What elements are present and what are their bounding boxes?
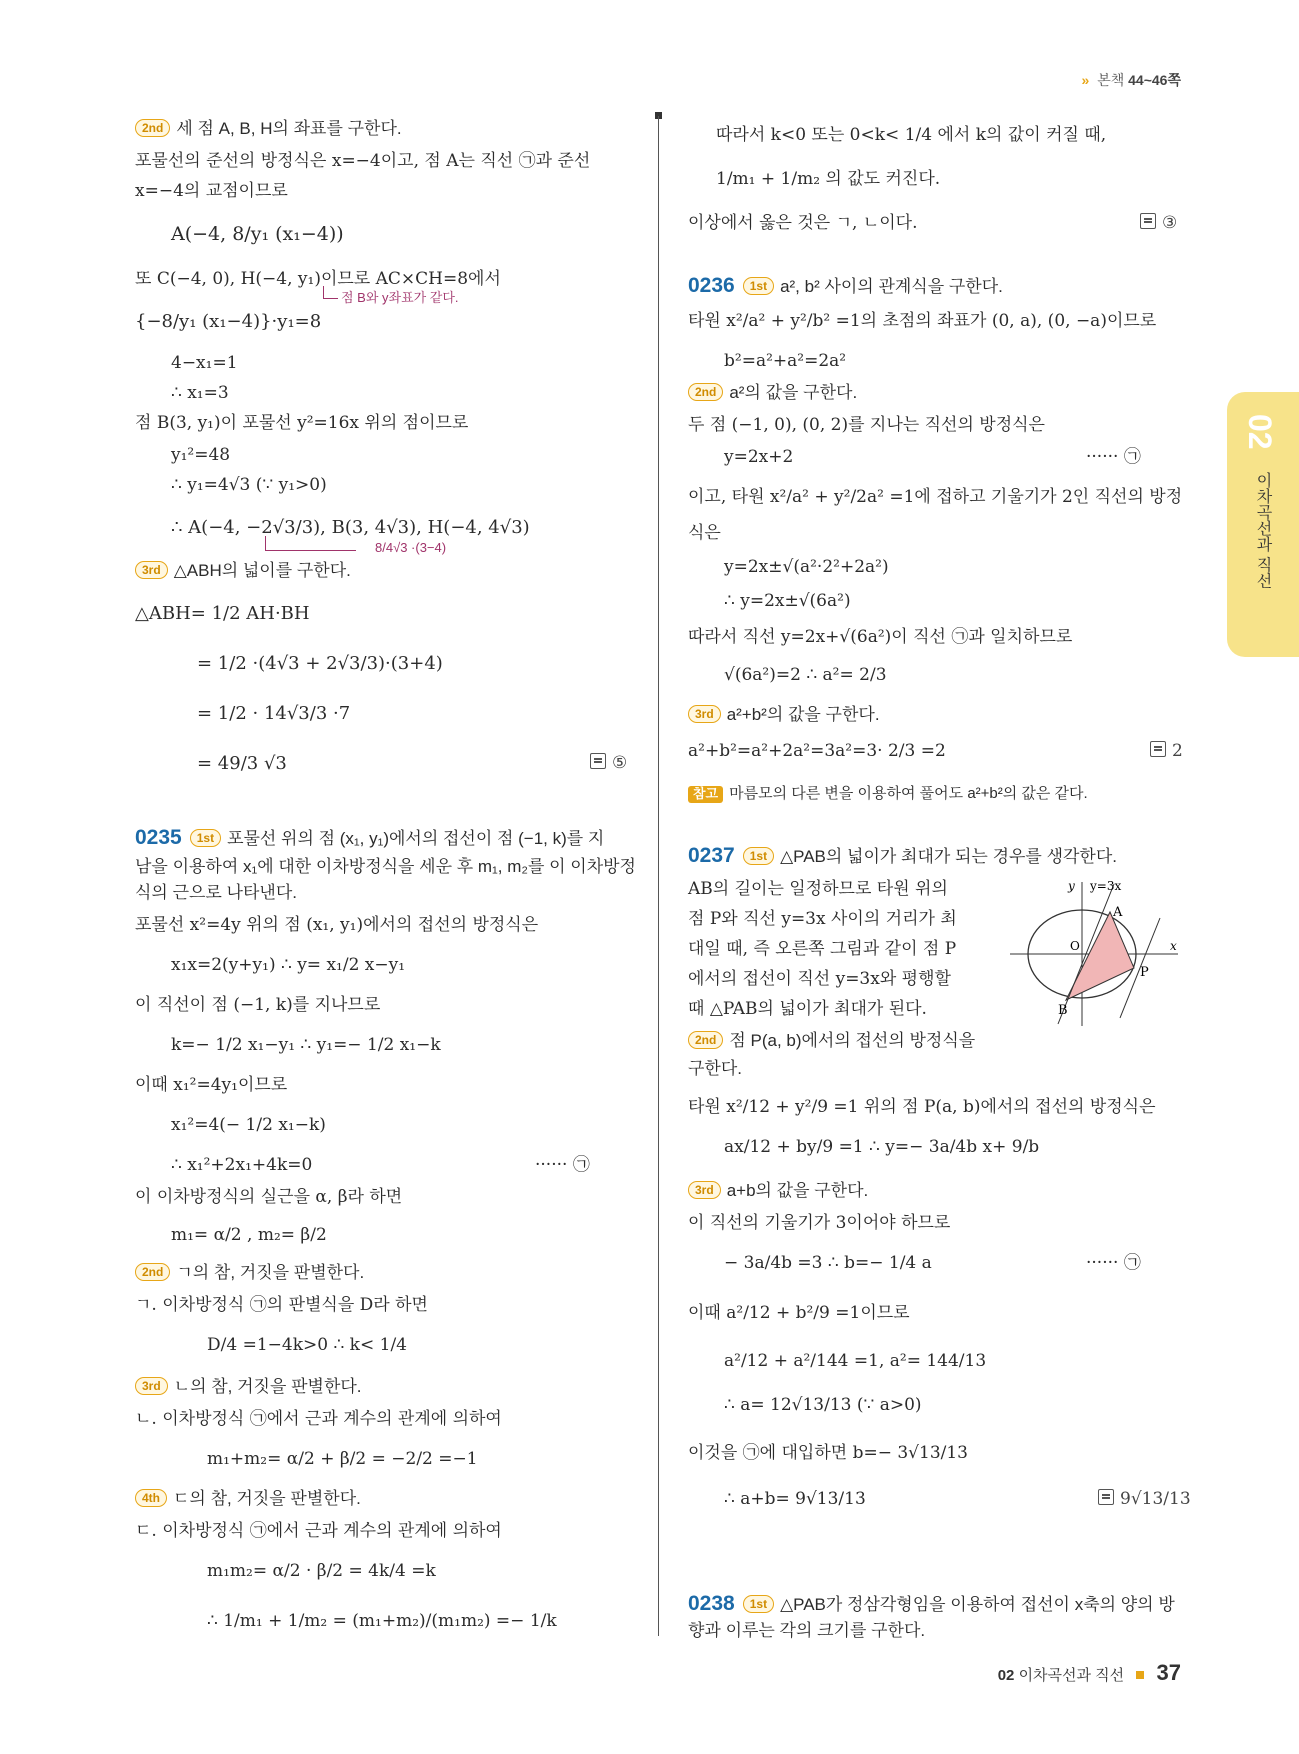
text-line: 남을 이용하여 x₁에 대한 이차방정식을 세운 후 m₁, m₂를 이 이차방정 (135, 857, 636, 876)
equation-tag: ······ ㉠ (1086, 447, 1141, 467)
text-line: 점 B(3, y₁)이 포물선 y²=16x 위의 점이므로 (135, 413, 469, 433)
math-line: y₁²=48 (171, 445, 231, 465)
text-line: 이 직선이 점 (−1, k)를 지나므로 (135, 995, 381, 1015)
text-line: 이고, 타원 x²/a² + y²/2a² =1에 접하고 기울기가 2인 직선의 방정 (688, 487, 1183, 507)
text-line: 때 △PAB의 넓이가 최대가 된다. (688, 999, 927, 1019)
text-line: 포물선의 준선의 방정식은 x=−4이고, 점 A는 직선 ㉠과 준선 (135, 151, 591, 171)
text-line: 포물선 x²=4y 위의 점 (x₁, y₁)에서의 접선의 방정식은 (135, 915, 539, 935)
text-line: ㄴ. 이차방정식 ㉠에서 근과 계수의 관계에 의하여 (135, 1409, 502, 1429)
reference-note: 참고 마름모의 다른 변을 이용하여 풀어도 a²+b²의 값은 같다. (688, 784, 1088, 804)
step-badge: 3rd (688, 705, 721, 723)
text-line: ㄱ. 이차방정식 ㉠의 판별식을 D라 하면 (135, 1295, 428, 1315)
step-line: 2nd ㄱ의 참, 거짓을 판별한다. (135, 1262, 364, 1284)
text-line: 향과 이루는 각의 크기를 구한다. (688, 1621, 926, 1640)
step-badge: 3rd (135, 561, 168, 579)
text-line: ㄷ. 이차방정식 ㉠에서 근과 계수의 관계에 의하여 (135, 1521, 502, 1541)
point-p-label: P (1140, 965, 1149, 980)
problem-header: 0236 1st a², b² 사이의 관계식을 구한다. (688, 274, 1003, 297)
text-line: 대일 때, 즉 오른쪽 그림과 같이 점 P (688, 939, 957, 959)
math-line: b²=a²+a²=2a² (724, 351, 847, 371)
reference-tag: 참고 (688, 786, 723, 803)
text-line: 이때 x₁²=4y₁이므로 (135, 1075, 288, 1095)
math-line: ∴ x₁=3 (171, 383, 229, 403)
text-line: 따라서 직선 y=2x+√(6a²)이 직선 ㉠과 일치하므로 (688, 627, 1073, 647)
text-line: 타원 x²/a² + y²/b² =1의 초점의 좌표가 (0, a), (0, −a)이므로 (688, 311, 1157, 331)
step-badge: 3rd (688, 1181, 721, 1199)
chevron-right-icon: » (1081, 72, 1090, 88)
answer-line: ⑤ (590, 752, 627, 774)
step-line: 3rd ㄴ의 참, 거짓을 판별한다. (135, 1376, 362, 1398)
step-badge: 1st (743, 277, 774, 295)
text-line: 이 직선의 기울기가 3이어야 하므로 (688, 1213, 951, 1233)
text-line: 식의 근으로 나타낸다. (135, 883, 297, 902)
math-line: ∴ y₁=4√3 (∵ y₁>0) (171, 475, 327, 495)
math-line: − 3a/4b =3 ∴ b=− 1/4 a (724, 1253, 932, 1273)
text-line: 에서의 접선이 직선 y=3x와 평행할 (688, 969, 951, 989)
math-line: D/4 =1−4k>0 ∴ k< 1/4 (207, 1335, 407, 1355)
math-line: x₁x=2(y+y₁) ∴ y= x₁/2 x−y₁ (171, 955, 406, 975)
math-line: √(6a²)=2 ∴ a²= 2/3 (724, 665, 887, 685)
math-line: x₁²=4(− 1/2 x₁−k) (171, 1115, 326, 1135)
math-line: = 1/2 ·(4√3 + 2√3/3)·(3+4) (197, 653, 443, 674)
equation-tag: ······ ㉠ (1086, 1253, 1141, 1273)
chapter-title: 이차곡선과 직선 (1254, 472, 1271, 589)
step-badge: 2nd (135, 1263, 170, 1281)
math-line: m₁+m₂= α/2 + β/2 = −2/2 =−1 (207, 1449, 478, 1469)
text-line: 이상에서 옳은 것은 ㄱ, ㄴ이다. (688, 213, 918, 233)
step-badge: 2nd (688, 1031, 723, 1049)
math-line: m₁m₂= α/2 · β/2 = 4k/4 =k (207, 1561, 436, 1581)
math-line: y=2x+2 (724, 447, 794, 467)
annotation-note: 점 B와 y좌표가 같다. (341, 290, 459, 305)
math-line: y=2x±√(a²·2²+2a²) (724, 557, 889, 577)
math-line: 1/m₁ + 1/m₂ 의 값도 커진다. (716, 169, 941, 189)
square-icon (1136, 1671, 1144, 1679)
problem-number: 0235 (135, 826, 182, 849)
answer-icon (1150, 741, 1166, 757)
step-line: 3rd a²+b²의 값을 구한다. (688, 704, 880, 726)
step-line: 3rd a+b의 값을 구한다. (688, 1180, 868, 1202)
column-divider (658, 116, 659, 1636)
annotation-bracket (265, 536, 356, 551)
math-line: a²+b²=a²+2a²=3a²=3· 2/3 =2 (688, 741, 946, 761)
step-badge: 2nd (688, 383, 723, 401)
math-line: = 1/2 · 14√3/3 ·7 (197, 703, 351, 724)
math-line: ∴ 1/m₁ + 1/m₂ = (m₁+m₂)/(m₁m₂) =− 1/k (207, 1611, 557, 1631)
answer-icon (1140, 213, 1156, 229)
point-a-label: A (1113, 905, 1123, 920)
text-line: 이것을 ㉠에 대입하면 b=− 3√13/13 (688, 1443, 969, 1463)
step-badge: 4th (135, 1489, 167, 1507)
math-line: ∴ y=2x±√(6a²) (724, 591, 851, 611)
math-line: m₁= α/2 , m₂= β/2 (171, 1225, 327, 1245)
text-line: 식은 (688, 523, 721, 543)
problem-header: 0237 1st △PAB의 넓이가 최대가 되는 경우를 생각한다. (688, 844, 1117, 867)
answer-icon (1098, 1489, 1114, 1505)
footer-chapter-title: 이차곡선과 직선 (1018, 1667, 1125, 1684)
annotation-bracket (323, 286, 338, 299)
math-line: ax/12 + by/9 =1 ∴ y=− 3a/4b x+ 9/b (724, 1137, 1040, 1157)
text-line: 구한다. (688, 1059, 742, 1078)
answer-line: ③ (1140, 212, 1177, 234)
step-line: 2nd 점 P(a, b)에서의 접선의 방정식을 (688, 1030, 975, 1052)
point-b-label: B (1058, 1003, 1068, 1018)
text-line: 이때 a²/12 + b²/9 =1이므로 (688, 1303, 910, 1323)
step-badge: 1st (743, 847, 774, 865)
problem-header: 0238 1st △PAB가 정삼각형임을 이용하여 접선이 x축의 양의 방 (688, 1592, 1175, 1615)
step-badge: 3rd (135, 1377, 168, 1395)
step-badge: 2nd (135, 119, 170, 137)
text-line: 두 점 (−1, 0), (0, 2)를 지나는 직선의 방정식은 (688, 415, 1045, 435)
problem-header: 0235 1st 포물선 위의 점 (x₁, y₁)에서의 접선이 점 (−1, k)를 지 (135, 826, 605, 849)
text-line: 따라서 k<0 또는 0<k< 1/4 에서 k의 값이 커질 때, (716, 125, 1107, 145)
text-line: 타원 x²/12 + y²/9 =1 위의 점 P(a, b)에서의 접선의 방정식은 (688, 1097, 1156, 1117)
y-axis-label: y (1068, 879, 1075, 893)
math-line: ∴ x₁²+2x₁+4k=0 (171, 1155, 313, 1175)
page-number: 37 (1156, 1660, 1181, 1685)
equation-tag: ······ ㉠ (535, 1155, 590, 1175)
page-reference: » 본책 44~46쪽 (1081, 72, 1181, 88)
step-line: 4th ㄷ의 참, 거짓을 판별한다. (135, 1488, 361, 1510)
x-axis-label: x (1170, 939, 1177, 953)
origin-label: O (1070, 939, 1080, 953)
text-line: 또 C(−4, 0), H(−4, y₁)이므로 AC×CH=8에서 (135, 269, 501, 289)
text-line: 이 이차방정식의 실근을 α, β라 하면 (135, 1187, 403, 1207)
ellipse-tangent-figure (1010, 878, 1180, 1028)
math-line: a²/12 + a²/144 =1, a²= 144/13 (724, 1351, 987, 1371)
math-line: 4−x₁=1 (171, 353, 238, 373)
answer-icon (590, 753, 606, 769)
annotation-note: 8/4√3 ·(3−4) (375, 540, 447, 555)
text-line: AB의 길이는 일정하므로 타원 위의 (688, 879, 948, 899)
text-line: x=−4의 교점이므로 (135, 181, 288, 201)
answer-line: 9√13/13 (1098, 1488, 1191, 1510)
math-line: A(−4, 8/y₁ (x₁−4)) (171, 223, 344, 245)
step-line: 3rd △ABH의 넓이를 구한다. (135, 560, 351, 582)
math-line: ∴ a= 12√13/13 (∵ a>0) (724, 1395, 922, 1415)
math-line: = 49/3 √3 (197, 753, 287, 774)
answer-line: 2 (1150, 740, 1183, 762)
step-badge: 1st (190, 829, 221, 847)
math-line: △ABH= 1/2 AH·BH (135, 603, 310, 624)
step-line: 2nd 세 점 A, B, H의 좌표를 구한다. (135, 118, 402, 140)
problem-number: 0238 (688, 1592, 735, 1615)
chapter-number: 02 (1242, 414, 1278, 450)
problem-number: 0237 (688, 844, 735, 867)
chapter-side-tab (1227, 392, 1299, 657)
problem-number: 0236 (688, 274, 735, 297)
math-line: ∴ a+b= 9√13/13 (724, 1489, 866, 1509)
text-line: 점 P와 직선 y=3x 사이의 거리가 최 (688, 909, 957, 929)
line-label: y=3x (1090, 879, 1122, 893)
math-line: k=− 1/2 x₁−y₁ ∴ y₁=− 1/2 x₁−k (171, 1035, 441, 1055)
math-line: ∴ A(−4, −2√3/3), B(3, 4√3), H(−4, 4√3) (171, 517, 530, 538)
step-line: 2nd a²의 값을 구한다. (688, 382, 857, 404)
step-badge: 1st (743, 1595, 774, 1613)
math-line: {−8/y₁ (x₁−4)}·y₁=8 (135, 311, 322, 332)
triangle-pab (1066, 912, 1134, 1000)
page-footer: 02 이차곡선과 직선 37 (997, 1660, 1181, 1685)
